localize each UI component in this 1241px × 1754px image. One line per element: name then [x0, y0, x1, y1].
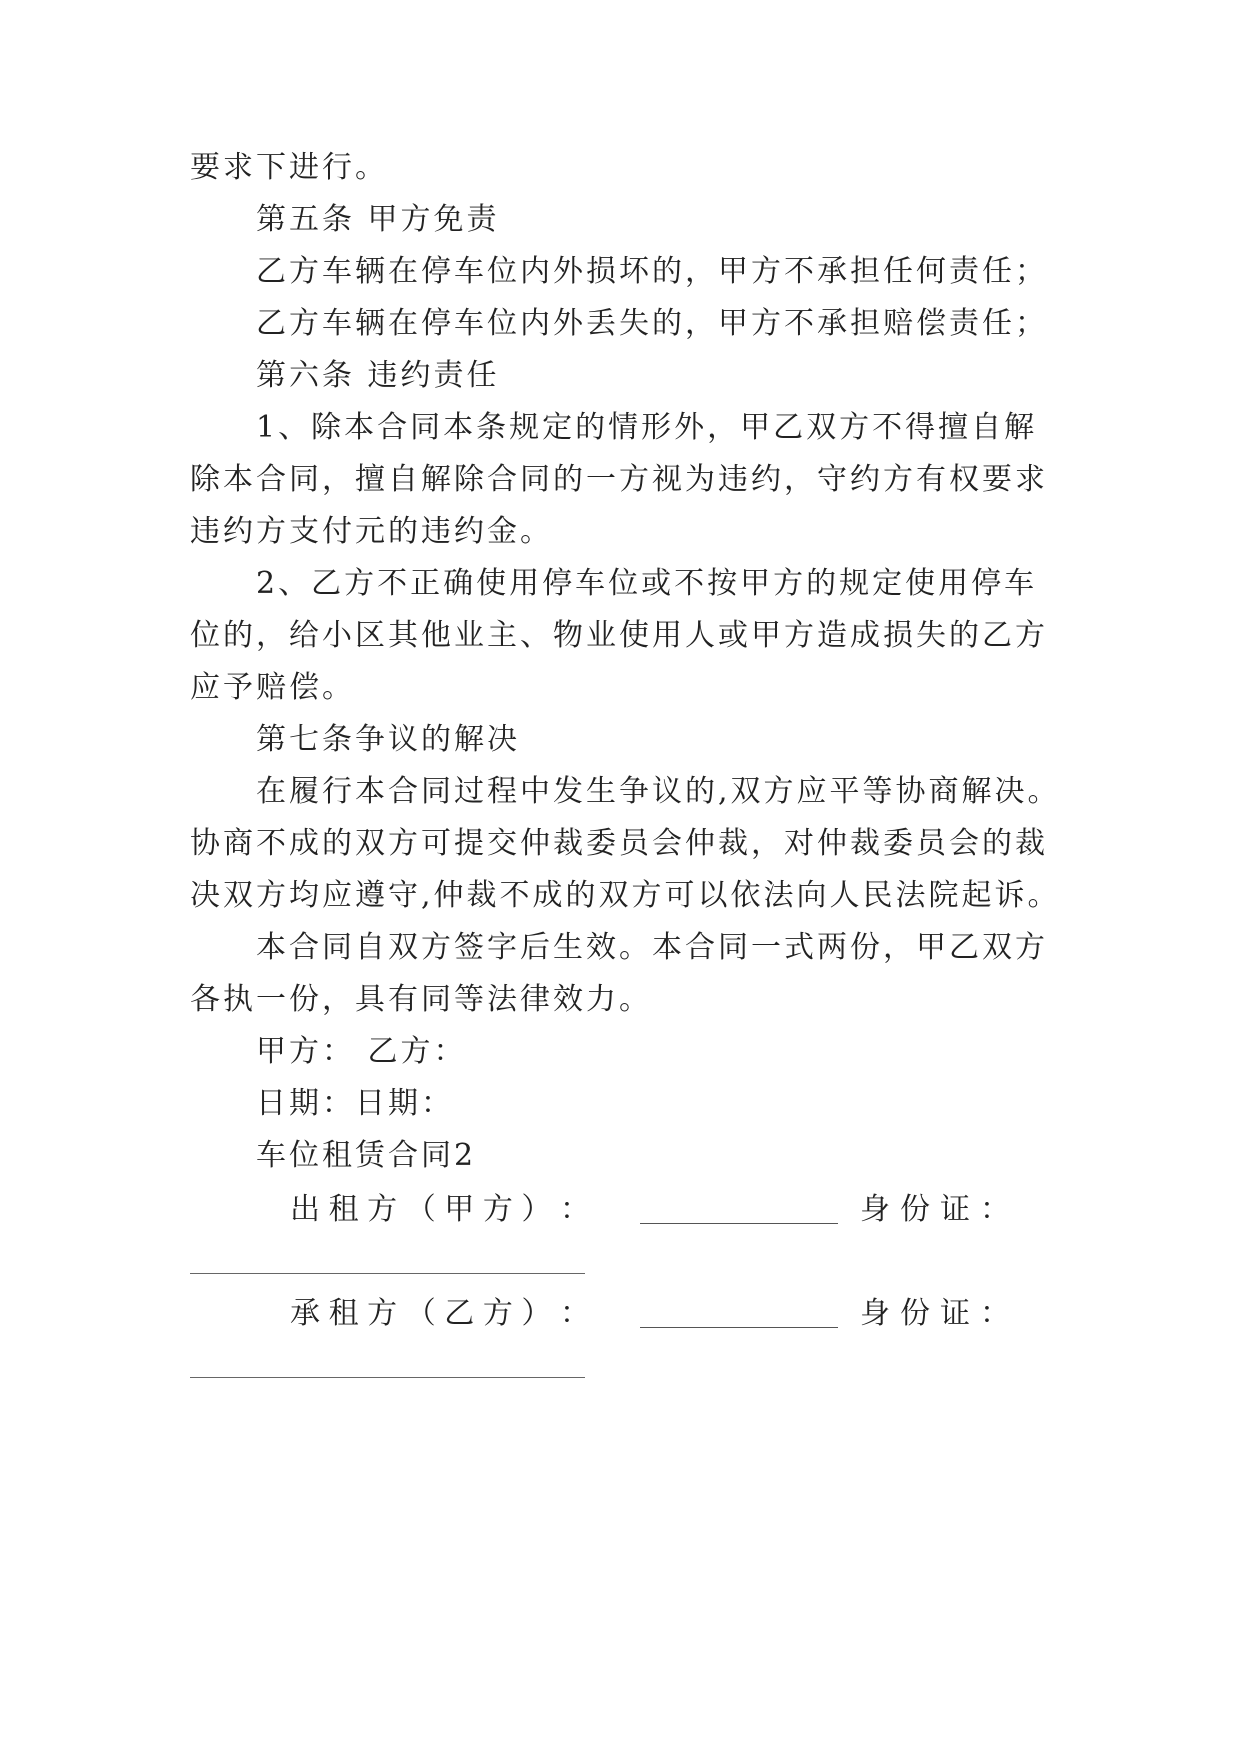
lessee-name-blank [640, 1301, 838, 1328]
article-7-line-1: 在履行本合同过程中发生争议的,双方应平等协商解决。 [256, 774, 1061, 809]
effective-clause-line-1: 本合同自双方签字后生效。本合同一式两份，甲乙双方 [256, 930, 1048, 965]
lessor-row [290, 1190, 1050, 1230]
article-6-item-2-line-3: 应予赔偿。 [190, 670, 355, 705]
contract-2-title: 车位租赁合同2 [256, 1138, 477, 1173]
article-5-clause-2: 乙方车辆在停车位内外丢失的，甲方不承担赔偿责任； [256, 306, 1048, 341]
article-5-heading: 第五条 甲方免责 [256, 202, 500, 237]
paragraph-continuation: 要求下进行。 [190, 150, 388, 185]
lessor-id-blank [190, 1273, 585, 1274]
lessee-label: 承 租 方 （ 乙 方 ） ： [290, 1296, 590, 1331]
article-6-item-1-line-1: 1、除本合同本条规定的情形外，甲乙双方不得擅自解 [256, 410, 1038, 445]
signature-parties: 甲方： 乙方： [256, 1034, 467, 1069]
signature-dates: 日期：日期： [256, 1086, 454, 1121]
article-6-heading: 第六条 违约责任 [256, 358, 500, 393]
article-7-line-3: 决双方均应遵守,仲裁不成的双方可以依法向人民法院起诉。 [190, 878, 1061, 913]
lessor-label: 出 租 方 （ 甲 方 ） ： [290, 1192, 590, 1227]
article-7-heading: 第七条争议的解决 [256, 722, 520, 757]
article-7-line-2: 协商不成的双方可提交仲裁委员会仲裁，对仲裁委员会的裁 [190, 826, 1048, 861]
lessor-name-blank [640, 1197, 838, 1224]
lessor-id-label: 身 份 证 ： [860, 1192, 1010, 1227]
article-6-item-2-line-1: 2、乙方不正确使用停车位或不按甲方的规定使用停车 [256, 566, 1038, 601]
article-5-clause-1: 乙方车辆在停车位内外损坏的，甲方不承担任何责任； [256, 254, 1048, 289]
article-6-item-1-line-3: 违约方支付元的违约金。 [190, 514, 553, 549]
lessee-id-label: 身 份 证 ： [860, 1296, 1010, 1331]
effective-clause-line-2: 各执一份，具有同等法律效力。 [190, 982, 652, 1017]
lessee-id-blank [190, 1377, 585, 1378]
lessee-row [290, 1294, 1050, 1334]
article-6-item-2-line-2: 位的，给小区其他业主、物业使用人或甲方造成损失的乙方 [190, 618, 1048, 653]
article-6-item-1-line-2: 除本合同，擅自解除合同的一方视为违约，守约方有权要求 [190, 462, 1048, 497]
